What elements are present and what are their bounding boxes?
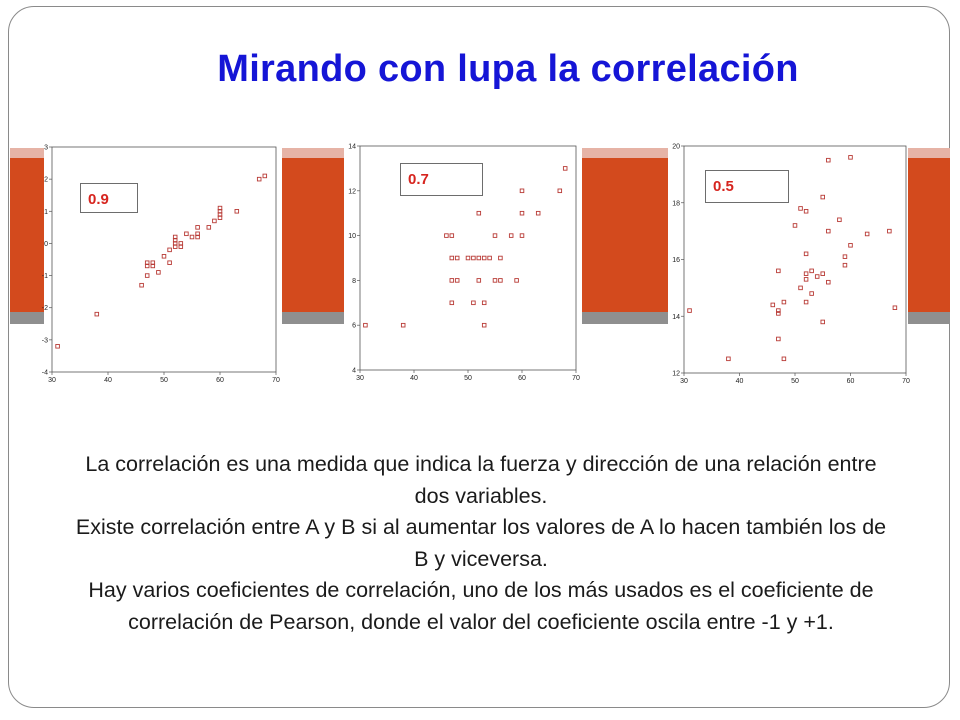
y-tick-label: 1 <box>44 208 48 216</box>
paragraph-definition: La correlación es una medida que indica la fuerza y dirección de una relación entre dos variables. <box>85 452 877 508</box>
y-tick-label: 16 <box>672 257 680 264</box>
y-tick-label: 14 <box>348 143 356 151</box>
x-tick-label: 50 <box>464 375 472 382</box>
x-tick-label: 50 <box>791 378 799 385</box>
x-tick-label: 30 <box>48 377 56 384</box>
paragraph-pearson: Hay varios coeficientes de correlación, uno de los más usados es el coeficiente de correlación de Pearson, donde el valor del coeficiente oscila entre -1 y +1. <box>88 578 874 634</box>
y-tick-label: -2 <box>41 305 48 313</box>
x-tick-label: 60 <box>216 377 224 384</box>
correlation-label-3: 0.5 <box>705 170 789 203</box>
y-tick-label: 2 <box>44 176 48 184</box>
y-tick-label: 6 <box>352 322 356 330</box>
x-tick-label: 40 <box>410 375 418 382</box>
scatter-chart-1 <box>36 140 284 390</box>
y-tick-label: -3 <box>41 337 48 345</box>
x-tick-label: 60 <box>518 375 526 382</box>
correlation-label-1: 0.9 <box>80 183 138 213</box>
paragraph-existence: Existe correlación entre A y B si al aumentar los valores de A lo hacen también los de B y viceversa. <box>75 515 887 571</box>
x-tick-label: 70 <box>902 378 910 385</box>
y-tick-label: 4 <box>352 367 356 375</box>
x-tick-label: 30 <box>356 375 364 382</box>
y-tick-label: -1 <box>41 273 48 281</box>
x-tick-label: 70 <box>272 377 280 384</box>
x-tick-label: 40 <box>735 378 744 385</box>
y-tick-label: 18 <box>672 200 680 208</box>
correlation-label-2: 0.7 <box>400 163 483 196</box>
body-text <box>66 449 896 638</box>
plot-area <box>52 147 276 372</box>
x-tick-label: 30 <box>680 378 688 385</box>
y-tick-label: 0 <box>44 240 48 248</box>
y-tick-label: 8 <box>352 277 356 285</box>
x-tick-label: 70 <box>572 375 580 382</box>
y-tick-label: 12 <box>672 370 680 378</box>
x-tick-label: 40 <box>104 377 112 384</box>
y-tick-label: -4 <box>41 369 48 377</box>
y-tick-label: 14 <box>672 313 680 321</box>
y-tick-label: 20 <box>672 143 680 151</box>
x-tick-label: 50 <box>160 377 168 384</box>
y-tick-label: 10 <box>348 233 356 241</box>
y-tick-label: 12 <box>348 188 356 196</box>
slide-title: Mirando con lupa la correlación <box>217 48 799 90</box>
y-tick-label: 3 <box>44 144 48 152</box>
scatter-chart-3 <box>664 140 914 390</box>
x-tick-label: 60 <box>846 378 855 385</box>
